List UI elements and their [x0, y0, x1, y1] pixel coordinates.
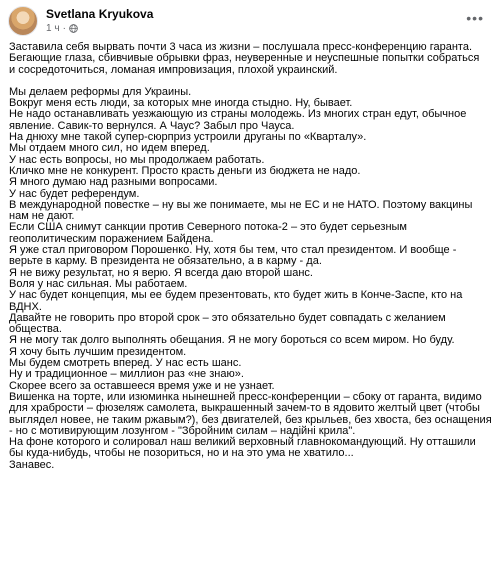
- post-text-line: Я уже стал приговором Порошенко. Ну, хотя бы тем, что стал президентом. И вообще -: [9, 244, 457, 257]
- post-text-line: Не надо останавливать уезжающую из страны молодежь. Из многих стран едут, обычное: [9, 108, 467, 121]
- post-text-line: Скорее всего за оставшееся время уже и не узнает.: [9, 379, 275, 392]
- post-text-line: У нас есть вопросы, но мы продолжаем работать.: [9, 153, 265, 166]
- post-text-line: явление. Савик-то вернулся. А Чаус? Забыл про Чауса.: [9, 119, 295, 132]
- post-text-line: Ну и традиционное – миллион раз «не знаю».: [9, 368, 244, 381]
- post-text-line: Я много думаю над разными вопросами.: [9, 176, 218, 189]
- post-text-line: ВДНХ.: [9, 300, 42, 313]
- post-header: [8, 4, 153, 38]
- separator-dot: ·: [62, 23, 66, 34]
- post-text-line: Вокруг меня есть люди, за которых мне иногда стыдно. Ну, бывает.: [9, 97, 353, 110]
- post-text-line: Если США снимут санкции против Северного потока-2 – это будет серьезным: [9, 221, 407, 234]
- post-text-line: - но с мотивирующим лозунгом - "Збройним силам – надійні крила".: [9, 424, 356, 437]
- post-main-text: [9, 85, 492, 471]
- post-text-line: верьте в карму. В президента не обязательно, а в карму - да.: [9, 255, 322, 268]
- post-text-line: геополитическим поражением Байдена.: [9, 232, 214, 245]
- post-meta: [46, 7, 153, 35]
- post-text-line: Я не вижу результат, но я верю. Я всегда даю второй шанс.: [9, 266, 313, 279]
- post-text-line: выглядел новее, не таким ржавым?), без двигателей, без крыльев, без хвоста, без оснащения: [9, 413, 492, 426]
- post-text-line: Давайте не говорить про второй срок – это обязательно будет совпадать с желанием: [9, 311, 446, 324]
- post-text-line: Вишенка на торте, или изюминка нынешней пресс-конференции – сбоку от гаранта, видимо: [9, 390, 482, 403]
- author-name[interactable]: Svetlana Kryukova: [46, 7, 154, 21]
- post-body: [9, 41, 492, 482]
- post-text-line: Заставила себя вырвать почти 3 часа из жизни – послушала пресс-конференцию гаранта.: [9, 41, 472, 53]
- post-subline: [46, 22, 153, 35]
- post-intro: [9, 42, 487, 76]
- post-text-line: нам не дают.: [9, 210, 75, 223]
- post-text-line: На фоне которого и солировал наш великий верховный главнокомандующий. Ну отташили: [9, 436, 476, 449]
- post-text-line: Я не могу так долго выполнять обещания. Я не могу бороться со всем миром. Но буду.: [9, 334, 455, 347]
- post-text-line: На днюху мне такой супер-сюрприз устроили друганы по «Кварталу».: [9, 131, 367, 144]
- post-text-line: Мы будем смотреть вперед. У нас есть шанс.: [9, 357, 242, 370]
- globe-icon: [69, 24, 78, 33]
- post-text-line: В международной повестке – ну вы же понимаете, мы не ЕС и не НАТО. Поэтому вакцины: [9, 198, 473, 211]
- post-text-line: бы куда-нибудь, чтобы не позориться, но и на это ума не хватило...: [9, 447, 354, 460]
- post-time[interactable]: 1 ч: [46, 23, 60, 34]
- more-options-icon[interactable]: •••: [466, 10, 484, 26]
- post-text-line: У нас будет референдум.: [9, 187, 140, 200]
- post-text-line: общества.: [9, 323, 62, 336]
- post-text-line: и сосредоточиться, ломаная импровизация, плохой украинский.: [9, 63, 338, 76]
- post-text-line: Занавес.: [9, 458, 55, 471]
- post-text-line: Воля у нас сильная. Мы работаем.: [9, 277, 188, 290]
- post-text-line: Кличко мне не конкурент. Просто красть деньги из бюджета не надо.: [9, 164, 361, 177]
- post-text-line: У нас будет концепция, мы ее будем презентовать, кто будет жить в Конче-Заспе, кто на: [9, 289, 463, 302]
- avatar[interactable]: [8, 6, 38, 36]
- post-text-line: для храбрости – фюзеляж самолета, выкрашенный зачем-то в ядовито желтый цвет (чтобы: [9, 402, 480, 415]
- post-text-line: Мы делаем реформы для Украины.: [9, 85, 192, 98]
- post-text-line: Мы отдаем много сил, но идем вперед.: [9, 142, 210, 155]
- post-text-line: Бегающие глаза, сбивчивые обрывки фраз, неуверенные и неуспешные попытки собраться: [9, 52, 480, 65]
- post-text-line: Я хочу быть лучшим президентом.: [9, 345, 187, 358]
